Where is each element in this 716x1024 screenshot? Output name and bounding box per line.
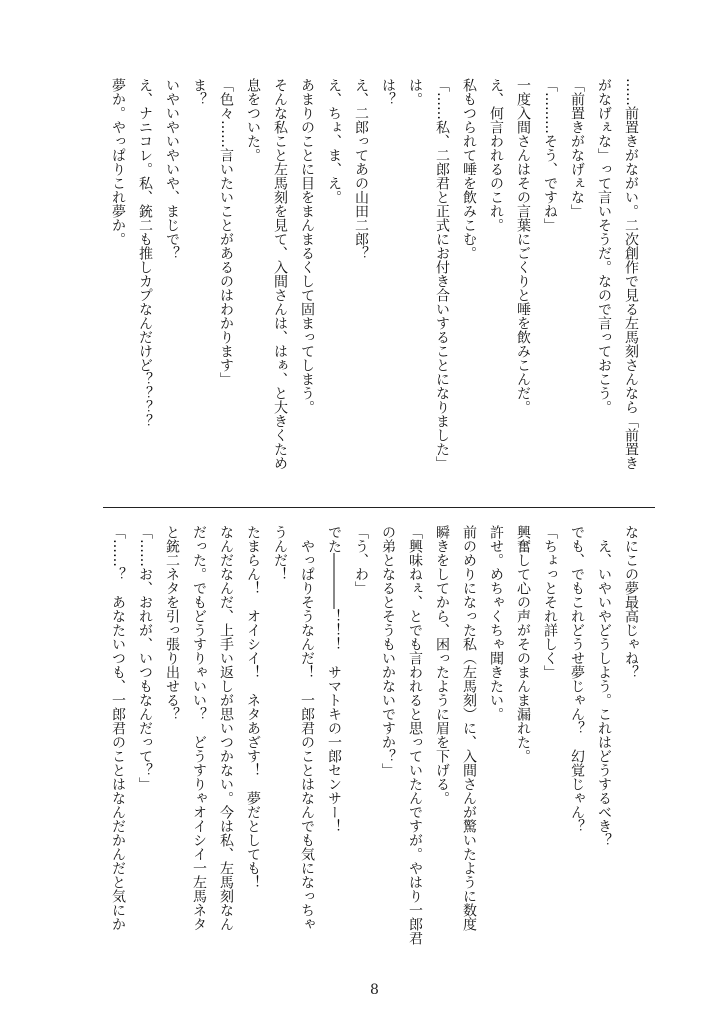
text-column: と銃二ネタを引っ張り出せる？ — [164, 525, 180, 721]
text-column: え、ちょ、ま、え。 — [326, 78, 342, 204]
page-number: 8 — [370, 982, 379, 998]
text-column: 「興味ねぇ、とでも言われると思っていたんですが。やはり一郎君 — [407, 525, 423, 945]
text-column: 一度入間さんはその言葉にごくりと唾を飲みこんだ。 — [515, 78, 531, 414]
text-column: そんな私こと左馬刻を見て、入間さんは、はぁ、と大きくため — [272, 78, 288, 470]
text-column: え、何言われるのこれ。 — [488, 78, 504, 232]
text-column: 「う、わ」 — [353, 525, 369, 595]
text-column: 「……？ あなたいつも、一郎君のことはなんだかんだと気にか — [110, 525, 126, 931]
text-column: 「前置きがなげぇな」 — [569, 78, 585, 218]
text-column: は。 — [407, 78, 423, 106]
text-column: あまりのことに目をまんまるくして固まってしまう。 — [299, 78, 315, 414]
text-column: 「……私、二郎君と正式にお付き合いすることになりました」 — [434, 78, 450, 470]
text-column: 「ちょっとそれ詳しく」 — [542, 525, 558, 679]
text-column: の弟となるとそうもいかないですか？」 — [380, 525, 396, 777]
text-column: なにこの夢最高じゃね？ — [623, 525, 639, 679]
text-column: 夢か。やっぱりこれ夢か。 — [110, 78, 126, 246]
text-column: がなげぇな」って言いそうだ。なので言っておこう。 — [596, 78, 612, 414]
text-column: だった。でもどうすりゃいい？ どうすりゃオイシイ一左馬ネタ — [191, 525, 207, 931]
text-column: でた――――！！！ サマトキの一郎センサー！ — [326, 525, 342, 833]
text-column: 瞬きをしてから、困ったように眉を下げる。 — [434, 525, 450, 805]
text-column: 「………そう、ですね」 — [542, 78, 558, 232]
text-column: でも、でもこれどうせ夢じゃん？ 幻覚じゃん？ — [569, 525, 585, 833]
bottom-text-block — [104, 525, 644, 975]
text-column: 興奮して心の声がそのまんま漏れた。 — [515, 525, 531, 763]
text-column: 私もつられて唾を飲みこむ。 — [461, 78, 477, 260]
text-column: 「……お、おれが、いつもなんだって？」 — [137, 525, 153, 791]
text-column: うんだ！ — [272, 525, 288, 581]
text-column: 息をついた。 — [245, 78, 261, 162]
top-text-block — [104, 78, 644, 503]
text-column: いやいやいやいや、まじで？ — [164, 78, 180, 260]
text-column: ま？ — [191, 78, 207, 106]
section-divider — [103, 507, 655, 508]
text-column: は？ — [380, 78, 396, 106]
text-column: なんだなんだ、上手い返しが思いつかない。今は私、左馬刻なん — [218, 525, 234, 931]
text-column: ……前置きがながい。二次創作で見る左馬刻さんなら「前置き — [623, 78, 639, 470]
text-column: やっぱりそうなんだ！ 一郎君のことはなんでも気になっちゃ — [299, 525, 315, 931]
text-column: え、ナニコレ。私、銃二も推しカプなんだけど？？？？ — [137, 78, 153, 428]
text-column: たまらん！ オイシイ！ ネタあざす！ 夢だとしても！ — [245, 525, 261, 889]
text-column: 「色々……言いたいことがあるのはわかります」 — [218, 78, 234, 386]
text-column: え、いやいやどうしよう。これはどうするべき？ — [596, 525, 612, 847]
text-column: 許せ。めちゃくちゃ聞きたい。 — [488, 525, 504, 721]
text-column: え、二郎ってあの山田二郎？ — [353, 78, 369, 260]
text-column: 前のめりになった私（左馬刻）に、入間さんが驚いたように数度 — [461, 525, 477, 931]
